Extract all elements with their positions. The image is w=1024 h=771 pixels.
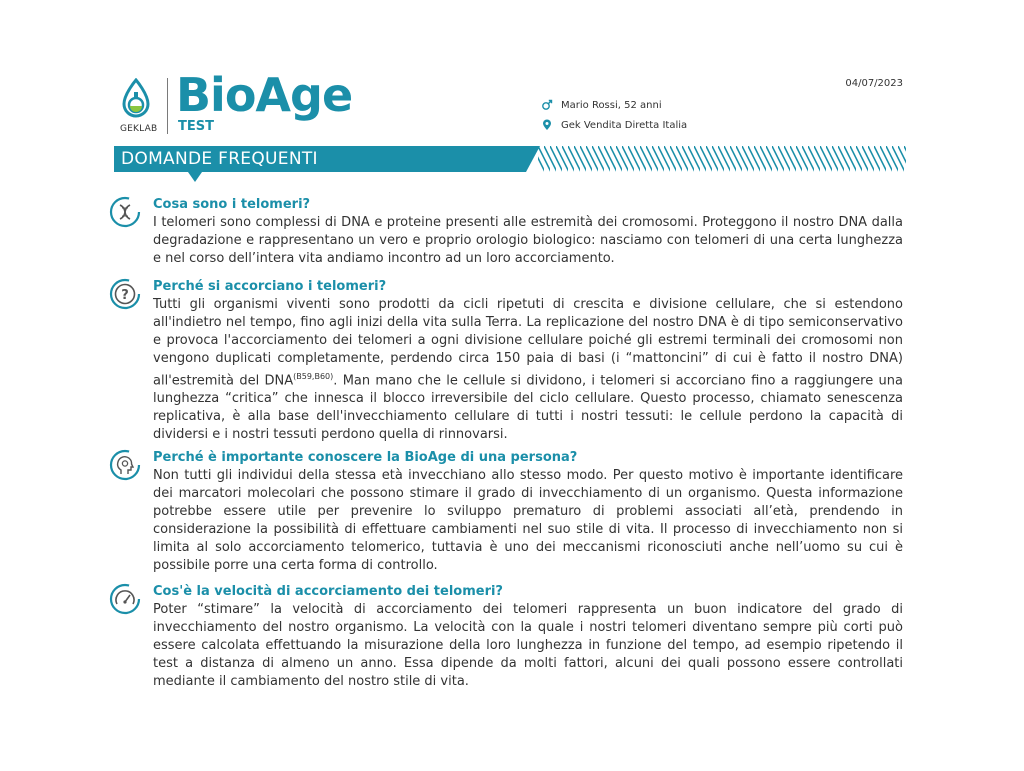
bioage-logo <box>114 68 354 138</box>
faq-item <box>153 449 903 575</box>
logo-subtitle: TEST <box>178 119 214 134</box>
section-banner <box>114 146 906 172</box>
faq-question: Perché è importante conoscere la BioAge di una persona? <box>153 450 578 465</box>
speedometer-icon <box>109 583 141 615</box>
svg-text:?: ? <box>121 288 129 303</box>
faq-answer-part: . Man mano che le cellule si dividono, i telomeri si accorciano fino a raggiungere una lunghezza “critica” che innesca il blocco irreversibile del ciclo cellulare. Questo processo, chiamato senescenza replicativa, è alla base dell'invecchiamento cellulare di tutti i nostri tessuti: le cellule perdono la capacità di dividersi e i nostri tessuti perdono quella di rinnovarsi. <box>153 373 903 443</box>
logo-divider <box>167 78 168 134</box>
drop-flask-icon <box>114 78 158 122</box>
male-icon <box>541 99 553 111</box>
banner-hatch <box>526 146 906 172</box>
logo-title: BioAge <box>176 68 353 122</box>
patient-name: Mario Rossi, 52 anni <box>561 99 662 111</box>
reference-citation: (B59,B60) <box>293 372 334 381</box>
patient-info <box>541 99 662 111</box>
faq-question: Cos'è la velocità di accorciamento dei telomeri? <box>153 584 503 599</box>
banner-pointer <box>188 172 202 182</box>
faq-question: Cosa sono i telomeri? <box>153 197 311 212</box>
question-icon <box>109 278 141 310</box>
faq-item <box>121 278 903 444</box>
faq-answer: Non tutti gli individui della stessa età invecchiano allo stesso modo. Per questo motivo è importante identificare dei marcatori molecolari che possono stimare il grado di invecchiamento di un organismo. Questa informazione potrebbe essere utile per prevenire lo sviluppo prematuro di problemi associati all’età, prendendo in considerazione la possibilità di effettuare cambiamenti nel suo stile di vita. Il processo di invecchiamento non si limita al solo accorciamento telomerico, tuttavia è uno dei meccanismi riconosciuti anche nell’uomo su cui è possibile porre una certa forma di controllo. <box>153 468 903 573</box>
location-info <box>541 119 687 131</box>
location-pin-icon <box>541 119 553 131</box>
faq-answer-part: Tutti gli organismi viventi sono prodotti da cicli ripetuti di crescita e divisione cellulare, che si estendono all'indietro nel tempo, fino agli inizi della vita sulla Terra. La replicazione del nostro DNA è di tipo semiconservativo e provoca l'accorciamento dei telomeri a ogni divisione cellulare poiché gli estremi terminali dei cromosomi non vengono duplicati completamente, perdendo circa 150 paia di basi (i “mattoncini” di cui è fatto il nostro DNA) all'estremità del DNA <box>153 297 903 389</box>
location-name: Gek Vendita Diretta Italia <box>561 119 688 131</box>
report-date: 04/07/2023 <box>845 78 903 89</box>
head-gear-icon <box>109 449 141 481</box>
faq-item <box>153 583 903 691</box>
faq-answer: Poter “stimare” la velocità di accorciamento dei telomeri rappresenta un buon indicatore del grado di invecchiamento del nostro organismo. La velocità con la quale i nostri telomeri diventano sempre più corti può essere calcolata effettuando la misurazione della loro lunghezza in funzione del tempo, ad esempio ripetendo il test a distanza di almeno un anno. Essa dipende da molti fattori, alcuni dei quali possono essere controllati mediante il cambiamento del nostro stile di vita. <box>153 602 903 689</box>
section-title: DOMANDE FREQUENTI <box>121 149 318 169</box>
brand-name: GEKLAB <box>120 124 158 134</box>
faq-answer <box>153 296 903 444</box>
dna-icon <box>109 196 141 228</box>
faq-item <box>153 196 903 268</box>
faq-question: Perché si accorciano i telomeri? <box>153 279 387 294</box>
faq-answer: I telomeri sono complessi di DNA e proteine presenti alle estremità dei cromosomi. Proteggono il nostro DNA dalla degradazione e rappresentano un vero e proprio orologio biologico: nasciamo con telomeri di una certa lunghezza e nel corso dell’intera vita andiamo incontro ad un loro accorciamento. <box>153 215 903 266</box>
